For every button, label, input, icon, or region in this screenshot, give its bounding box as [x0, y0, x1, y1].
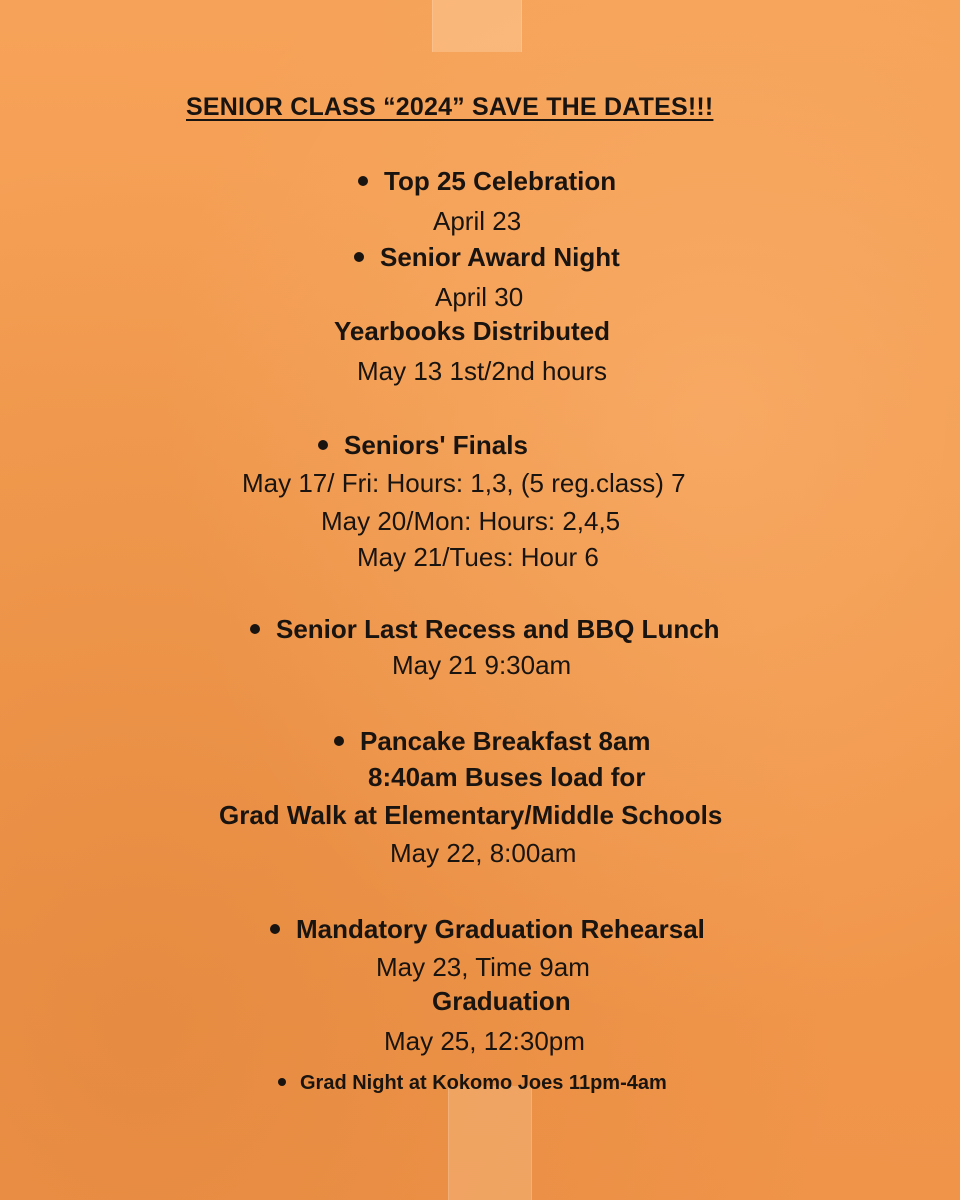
- bullet-icon: [278, 1078, 286, 1086]
- event-rehearsal: [270, 914, 705, 944]
- event-breakfast-date: May 22, 8:00am: [390, 838, 577, 868]
- event-top25-name: Top 25 Celebration: [384, 166, 617, 196]
- event-yearbooks-date: May 13 1st/2nd hours: [357, 356, 608, 386]
- event-award-night-date: April 30: [435, 282, 524, 312]
- event-finals-name: Seniors' Finals: [344, 430, 528, 460]
- event-finals-line3: May 21/Tues: Hour 6: [357, 542, 599, 572]
- event-breakfast-line1: 8:40am Buses load for: [368, 762, 646, 792]
- tape-strip-top: [432, 0, 522, 52]
- event-finals-line1: May 17/ Fri: Hours: 1,3, (5 reg.class) 7: [242, 468, 686, 498]
- bullet-icon: [358, 176, 368, 186]
- event-recess-date: May 21 9:30am: [392, 650, 572, 680]
- event-yearbooks-name: Yearbooks Distributed: [334, 316, 610, 346]
- bullet-icon: [334, 736, 344, 746]
- event-award-night-name: Senior Award Night: [380, 242, 620, 272]
- bullet-icon: [354, 252, 364, 262]
- tape-strip-bottom: [448, 1086, 532, 1200]
- event-recess-name: Senior Last Recess and BBQ Lunch: [276, 614, 720, 644]
- event-finals-line2: May 20/Mon: Hours: 2,4,5: [321, 506, 621, 536]
- event-breakfast-name: Pancake Breakfast 8am: [360, 726, 651, 756]
- event-breakfast-line2: Grad Walk at Elementary/Middle Schools: [219, 800, 723, 830]
- event-breakfast: [334, 726, 651, 756]
- event-graduation-date: May 25, 12:30pm: [384, 1026, 585, 1056]
- bullet-icon: [318, 440, 328, 450]
- bullet-icon: [270, 924, 280, 934]
- event-rehearsal-date: May 23, Time 9am: [376, 952, 590, 982]
- event-grad-night-name: Grad Night at Kokomo Joes 11pm-4am: [300, 1072, 667, 1094]
- bullet-icon: [250, 624, 260, 634]
- event-finals: [318, 430, 528, 460]
- event-grad-night: [278, 1068, 667, 1098]
- event-rehearsal-name: Mandatory Graduation Rehearsal: [296, 914, 705, 944]
- event-graduation-name: Graduation: [432, 986, 571, 1016]
- event-award-night: [354, 242, 620, 272]
- event-recess: [250, 614, 720, 644]
- flyer-title: SENIOR CLASS “2024” SAVE THE DATES!!!: [186, 93, 714, 121]
- event-top25: [358, 166, 616, 196]
- event-top25-date: April 23: [433, 206, 522, 236]
